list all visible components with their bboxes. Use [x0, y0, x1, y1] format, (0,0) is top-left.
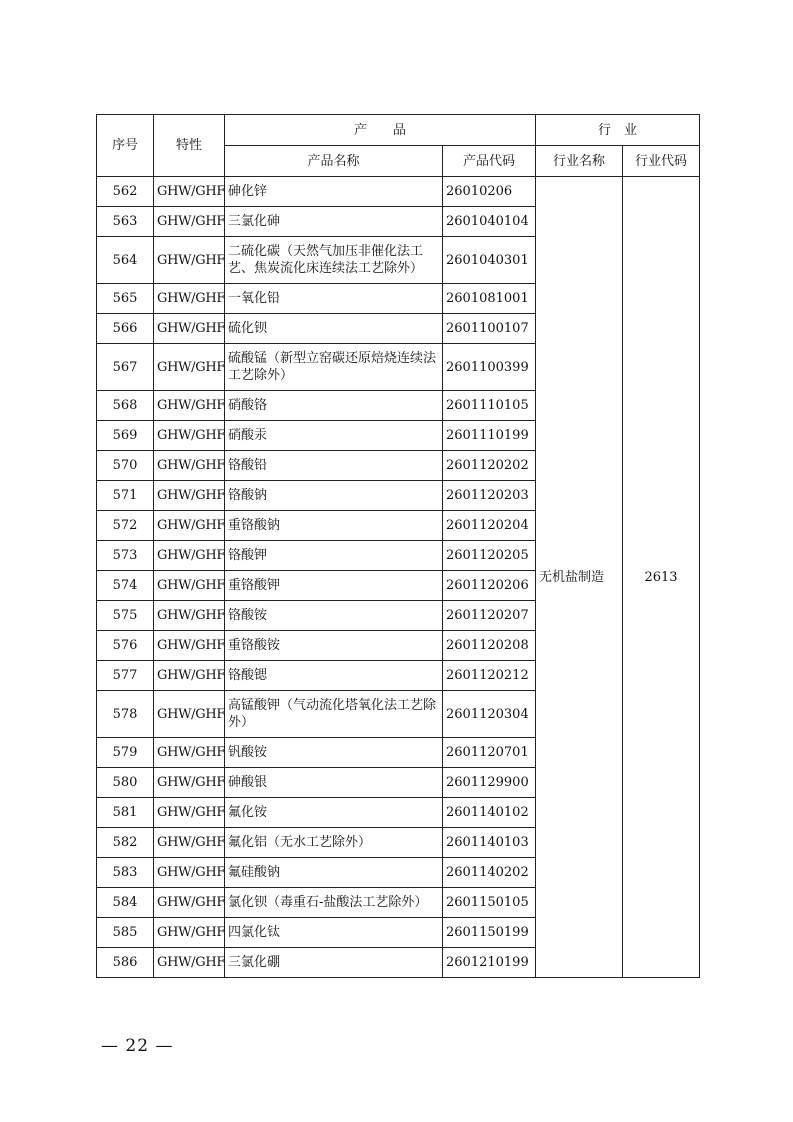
row-product-code: 2601120206 — [443, 571, 536, 601]
row-product-name: 氟硅酸钠 — [225, 858, 443, 888]
row-product-code: 2601120208 — [443, 631, 536, 661]
row-product-name: 三氯化砷 — [225, 207, 443, 237]
header-attr: 特性 — [154, 115, 225, 177]
row-attr: GHW/GHF — [154, 541, 225, 571]
row-seq: 581 — [97, 798, 154, 828]
row-product-name: 铬酸钾 — [225, 541, 443, 571]
row-product-code: 2601100107 — [443, 314, 536, 344]
header-product-name: 产品名称 — [225, 146, 443, 177]
row-product-code: 2601120205 — [443, 541, 536, 571]
row-attr: GHW/GHF — [154, 738, 225, 768]
row-product-code: 2601120203 — [443, 481, 536, 511]
row-attr: GHW/GHF — [154, 177, 225, 207]
row-attr: GHW/GHF — [154, 207, 225, 237]
row-product-name: 硝酸铬 — [225, 391, 443, 421]
row-seq: 572 — [97, 511, 154, 541]
row-seq: 569 — [97, 421, 154, 451]
row-product-code: 2601129900 — [443, 768, 536, 798]
row-product-name: 四氯化钛 — [225, 918, 443, 948]
row-attr: GHW/GHF — [154, 344, 225, 391]
row-attr: GHW/GHF — [154, 691, 225, 738]
row-attr: GHW/GHF — [154, 284, 225, 314]
row-attr: GHW/GHF — [154, 391, 225, 421]
row-seq: 563 — [97, 207, 154, 237]
row-product-name: 砷化锌 — [225, 177, 443, 207]
row-product-code: 2601140202 — [443, 858, 536, 888]
row-product-name: 铬酸锶 — [225, 661, 443, 691]
row-product-name: 氟化铝（无水工艺除外） — [225, 828, 443, 858]
row-attr: GHW/GHF — [154, 661, 225, 691]
row-attr: GHW/GHF — [154, 237, 225, 284]
row-attr: GHW/GHF — [154, 481, 225, 511]
table-body — [97, 177, 700, 978]
row-seq: 586 — [97, 948, 154, 978]
row-seq: 573 — [97, 541, 154, 571]
row-attr: GHW/GHF — [154, 948, 225, 978]
row-seq: 575 — [97, 601, 154, 631]
header-industry-name: 行业名称 — [536, 146, 623, 177]
row-product-name: 铬酸钠 — [225, 481, 443, 511]
row-seq: 582 — [97, 828, 154, 858]
row-product-name: 硫化钡 — [225, 314, 443, 344]
row-product-code: 2601150199 — [443, 918, 536, 948]
row-product-code: 2601110199 — [443, 421, 536, 451]
row-product-name: 铬酸铵 — [225, 601, 443, 631]
row-product-name: 铬酸铅 — [225, 451, 443, 481]
row-seq: 570 — [97, 451, 154, 481]
row-product-code: 2601081001 — [443, 284, 536, 314]
row-seq: 585 — [97, 918, 154, 948]
row-seq: 571 — [97, 481, 154, 511]
row-product-name: 硝酸汞 — [225, 421, 443, 451]
row-seq: 565 — [97, 284, 154, 314]
industry-name: 无机盐制造 — [536, 177, 623, 978]
row-product-name: 砷酸银 — [225, 768, 443, 798]
row-product-code: 2601120202 — [443, 451, 536, 481]
row-product-name: 钒酸铵 — [225, 738, 443, 768]
row-product-code: 2601210199 — [443, 948, 536, 978]
row-product-code: 2601150105 — [443, 888, 536, 918]
row-product-name: 高锰酸钾（气动流化塔氧化法工艺除外） — [225, 691, 443, 738]
row-seq: 564 — [97, 237, 154, 284]
row-attr: GHW/GHF — [154, 421, 225, 451]
row-product-code: 2601120212 — [443, 661, 536, 691]
row-product-name: 氯化钡（毒重石-盐酸法工艺除外） — [225, 888, 443, 918]
row-seq: 566 — [97, 314, 154, 344]
row-product-code: 26010206 — [443, 177, 536, 207]
row-product-name: 重铬酸铵 — [225, 631, 443, 661]
industry-code: 2613 — [623, 177, 700, 978]
row-attr: GHW/GHF — [154, 571, 225, 601]
table-row — [97, 177, 700, 207]
row-product-code: 2601120701 — [443, 738, 536, 768]
row-seq: 579 — [97, 738, 154, 768]
product-table — [96, 114, 700, 978]
row-product-code: 2601140103 — [443, 828, 536, 858]
row-seq: 584 — [97, 888, 154, 918]
row-seq: 583 — [97, 858, 154, 888]
row-attr: GHW/GHF — [154, 601, 225, 631]
row-product-name: 重铬酸钾 — [225, 571, 443, 601]
row-product-name: 重铬酸钠 — [225, 511, 443, 541]
page-number: — 22 — — [101, 1036, 174, 1056]
header-industry-code: 行业代码 — [623, 146, 700, 177]
row-seq: 562 — [97, 177, 154, 207]
header-product: 产 品 — [225, 115, 536, 146]
row-product-code: 2601110105 — [443, 391, 536, 421]
row-seq: 574 — [97, 571, 154, 601]
row-product-name: 一氧化铅 — [225, 284, 443, 314]
row-attr: GHW/GHF — [154, 828, 225, 858]
row-attr: GHW/GHF — [154, 858, 225, 888]
row-seq: 567 — [97, 344, 154, 391]
row-seq: 577 — [97, 661, 154, 691]
row-product-code: 2601120304 — [443, 691, 536, 738]
row-product-code: 2601040104 — [443, 207, 536, 237]
row-product-code: 2601120207 — [443, 601, 536, 631]
row-attr: GHW/GHF — [154, 631, 225, 661]
header-product-code: 产品代码 — [443, 146, 536, 177]
header-industry: 行 业 — [536, 115, 700, 146]
row-attr: GHW/GHF — [154, 511, 225, 541]
row-product-name: 硫酸锰（新型立窑碳还原焙烧连续法工艺除外） — [225, 344, 443, 391]
row-attr: GHW/GHF — [154, 451, 225, 481]
row-product-name: 二硫化碳（天然气加压非催化法工艺、焦炭流化床连续法工艺除外） — [225, 237, 443, 284]
row-product-code: 2601100399 — [443, 344, 536, 391]
header-seq: 序号 — [97, 115, 154, 177]
row-seq: 578 — [97, 691, 154, 738]
row-seq: 576 — [97, 631, 154, 661]
row-attr: GHW/GHF — [154, 768, 225, 798]
row-product-name: 氟化铵 — [225, 798, 443, 828]
row-product-code: 2601120204 — [443, 511, 536, 541]
row-attr: GHW/GHF — [154, 888, 225, 918]
row-product-code: 2601040301 — [443, 237, 536, 284]
row-attr: GHW/GHF — [154, 314, 225, 344]
row-attr: GHW/GHF — [154, 798, 225, 828]
row-attr: GHW/GHF — [154, 918, 225, 948]
row-seq: 580 — [97, 768, 154, 798]
row-seq: 568 — [97, 391, 154, 421]
row-product-name: 三氯化硼 — [225, 948, 443, 978]
row-product-code: 2601140102 — [443, 798, 536, 828]
